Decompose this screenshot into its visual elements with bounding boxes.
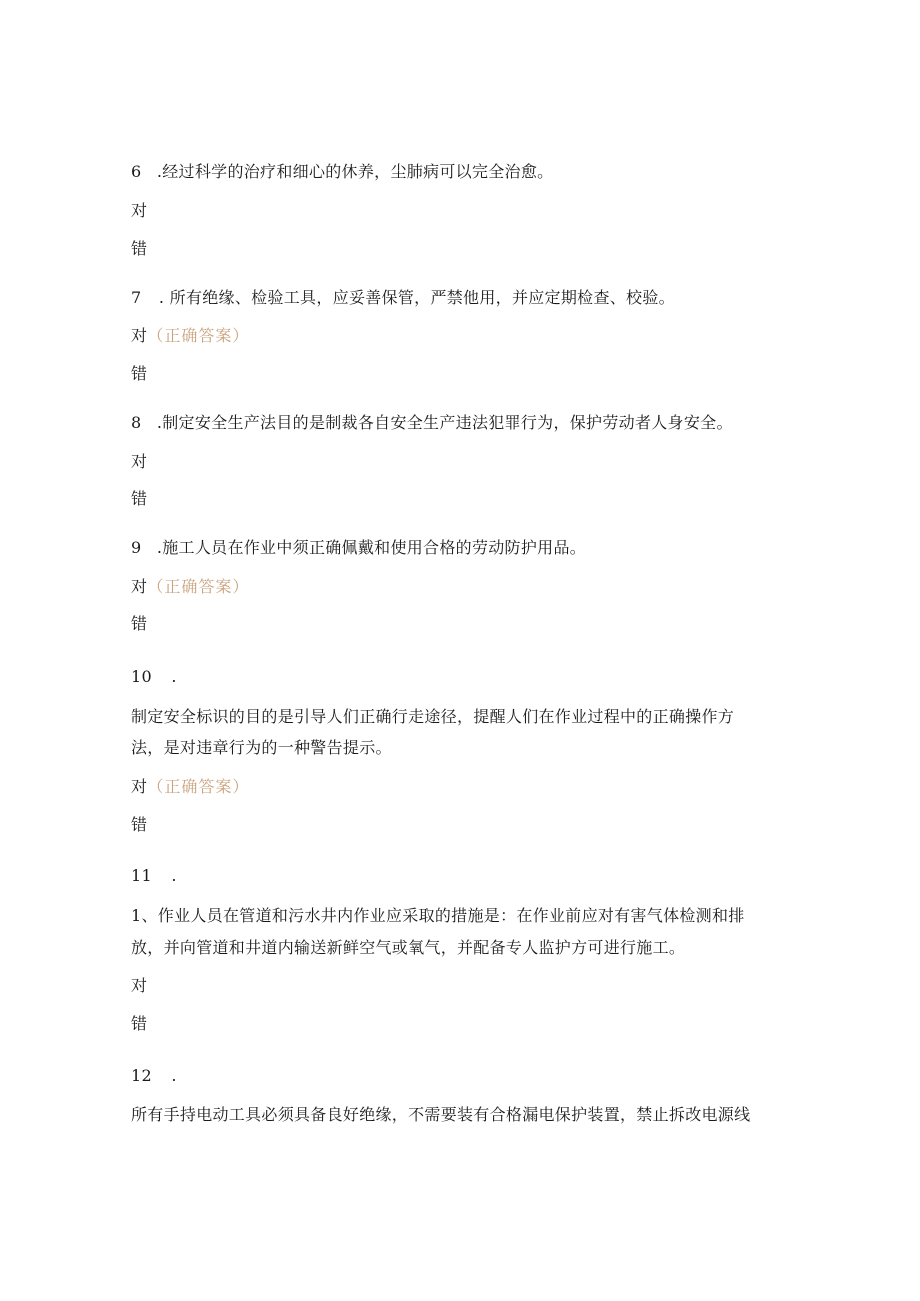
option-true-label: 对 — [131, 201, 148, 220]
correct-answer-mark: （正确答案） — [147, 577, 250, 596]
question-10-number-line — [131, 667, 177, 687]
question-11-option-false — [131, 1014, 147, 1034]
question-8-stem-line — [131, 413, 733, 433]
question-stem: 法，是对违章行为的一种警告提示。 — [131, 738, 392, 757]
question-7-option-false — [131, 364, 147, 384]
question-stem: .施工人员在作业中须正确佩戴和使用合格的劳动防护用品。 — [156, 538, 587, 557]
question-7-option-true — [131, 326, 249, 346]
question-11-option-true — [131, 976, 147, 996]
question-number: 11 — [131, 866, 152, 885]
question-11-number-line — [131, 866, 177, 886]
option-true-label: 对 — [131, 577, 148, 596]
question-stem: .经过科学的治疗和细心的休养，尘肺病可以完全治愈。 — [156, 162, 554, 181]
question-12-number-line — [131, 1066, 177, 1086]
question-stem: 所有手持电动工具必须具备良好绝缘，不需要装有合格漏电保护装置，禁止拆改电源线 — [131, 1105, 751, 1124]
question-number: 6 — [131, 162, 142, 181]
question-number: 9 — [131, 538, 142, 557]
question-stem: 1、作业人员在管道和污水井内作业应采取的措施是：在作业前应对有害气体检测和排 — [131, 906, 745, 925]
question-10-option-false — [131, 815, 147, 835]
question-stem: 制定安全标识的目的是引导人们正确行走途径，提醒人们在作业过程中的正确操作方 — [131, 707, 735, 726]
question-9-option-false — [131, 614, 147, 634]
option-false-label: 错 — [131, 1014, 148, 1033]
question-8-option-true — [131, 452, 147, 472]
question-12-stem-line-1 — [131, 1105, 750, 1125]
option-false-label: 错 — [131, 364, 148, 383]
question-7-stem-line — [131, 288, 675, 308]
question-6-option-true — [131, 201, 147, 221]
question-stem: . 所有绝缘、检验工具，应妥善保管，严禁他用，并应定期检查、校验。 — [158, 288, 675, 307]
correct-answer-mark: （正确答案） — [147, 326, 250, 345]
question-number-suffix: . — [171, 667, 177, 686]
question-number-suffix: . — [171, 1066, 177, 1085]
option-true-label: 对 — [131, 976, 148, 995]
question-10-stem-line-2 — [131, 738, 392, 758]
option-false-label: 错 — [131, 239, 148, 258]
correct-answer-mark: （正确答案） — [147, 777, 250, 796]
question-stem: 放，并向管道和井道内输送新鲜空气或氧气，并配备专人监护方可进行施工。 — [131, 938, 686, 957]
question-10-stem-line-1 — [131, 707, 734, 727]
question-number: 12 — [131, 1066, 152, 1085]
question-9-option-true — [131, 577, 249, 597]
question-number-suffix: . — [171, 866, 177, 885]
option-true-label: 对 — [131, 326, 148, 345]
question-number: 8 — [131, 413, 142, 432]
question-6-option-false — [131, 239, 147, 259]
question-6-stem-line — [131, 162, 553, 182]
question-number: 7 — [131, 288, 142, 307]
question-stem: .制定安全生产法目的是制裁各自安全生产违法犯罪行为，保护劳动者人身安全。 — [156, 413, 733, 432]
option-false-label: 错 — [131, 614, 148, 633]
option-true-label: 对 — [131, 452, 148, 471]
option-true-label: 对 — [131, 777, 148, 796]
question-number: 10 — [131, 667, 152, 686]
question-11-stem-line-1 — [131, 906, 745, 926]
question-8-option-false — [131, 489, 147, 509]
option-false-label: 错 — [131, 489, 148, 508]
option-false-label: 错 — [131, 815, 148, 834]
question-11-stem-line-2 — [131, 938, 685, 958]
question-9-stem-line — [131, 538, 586, 558]
question-10-option-true — [131, 777, 249, 797]
